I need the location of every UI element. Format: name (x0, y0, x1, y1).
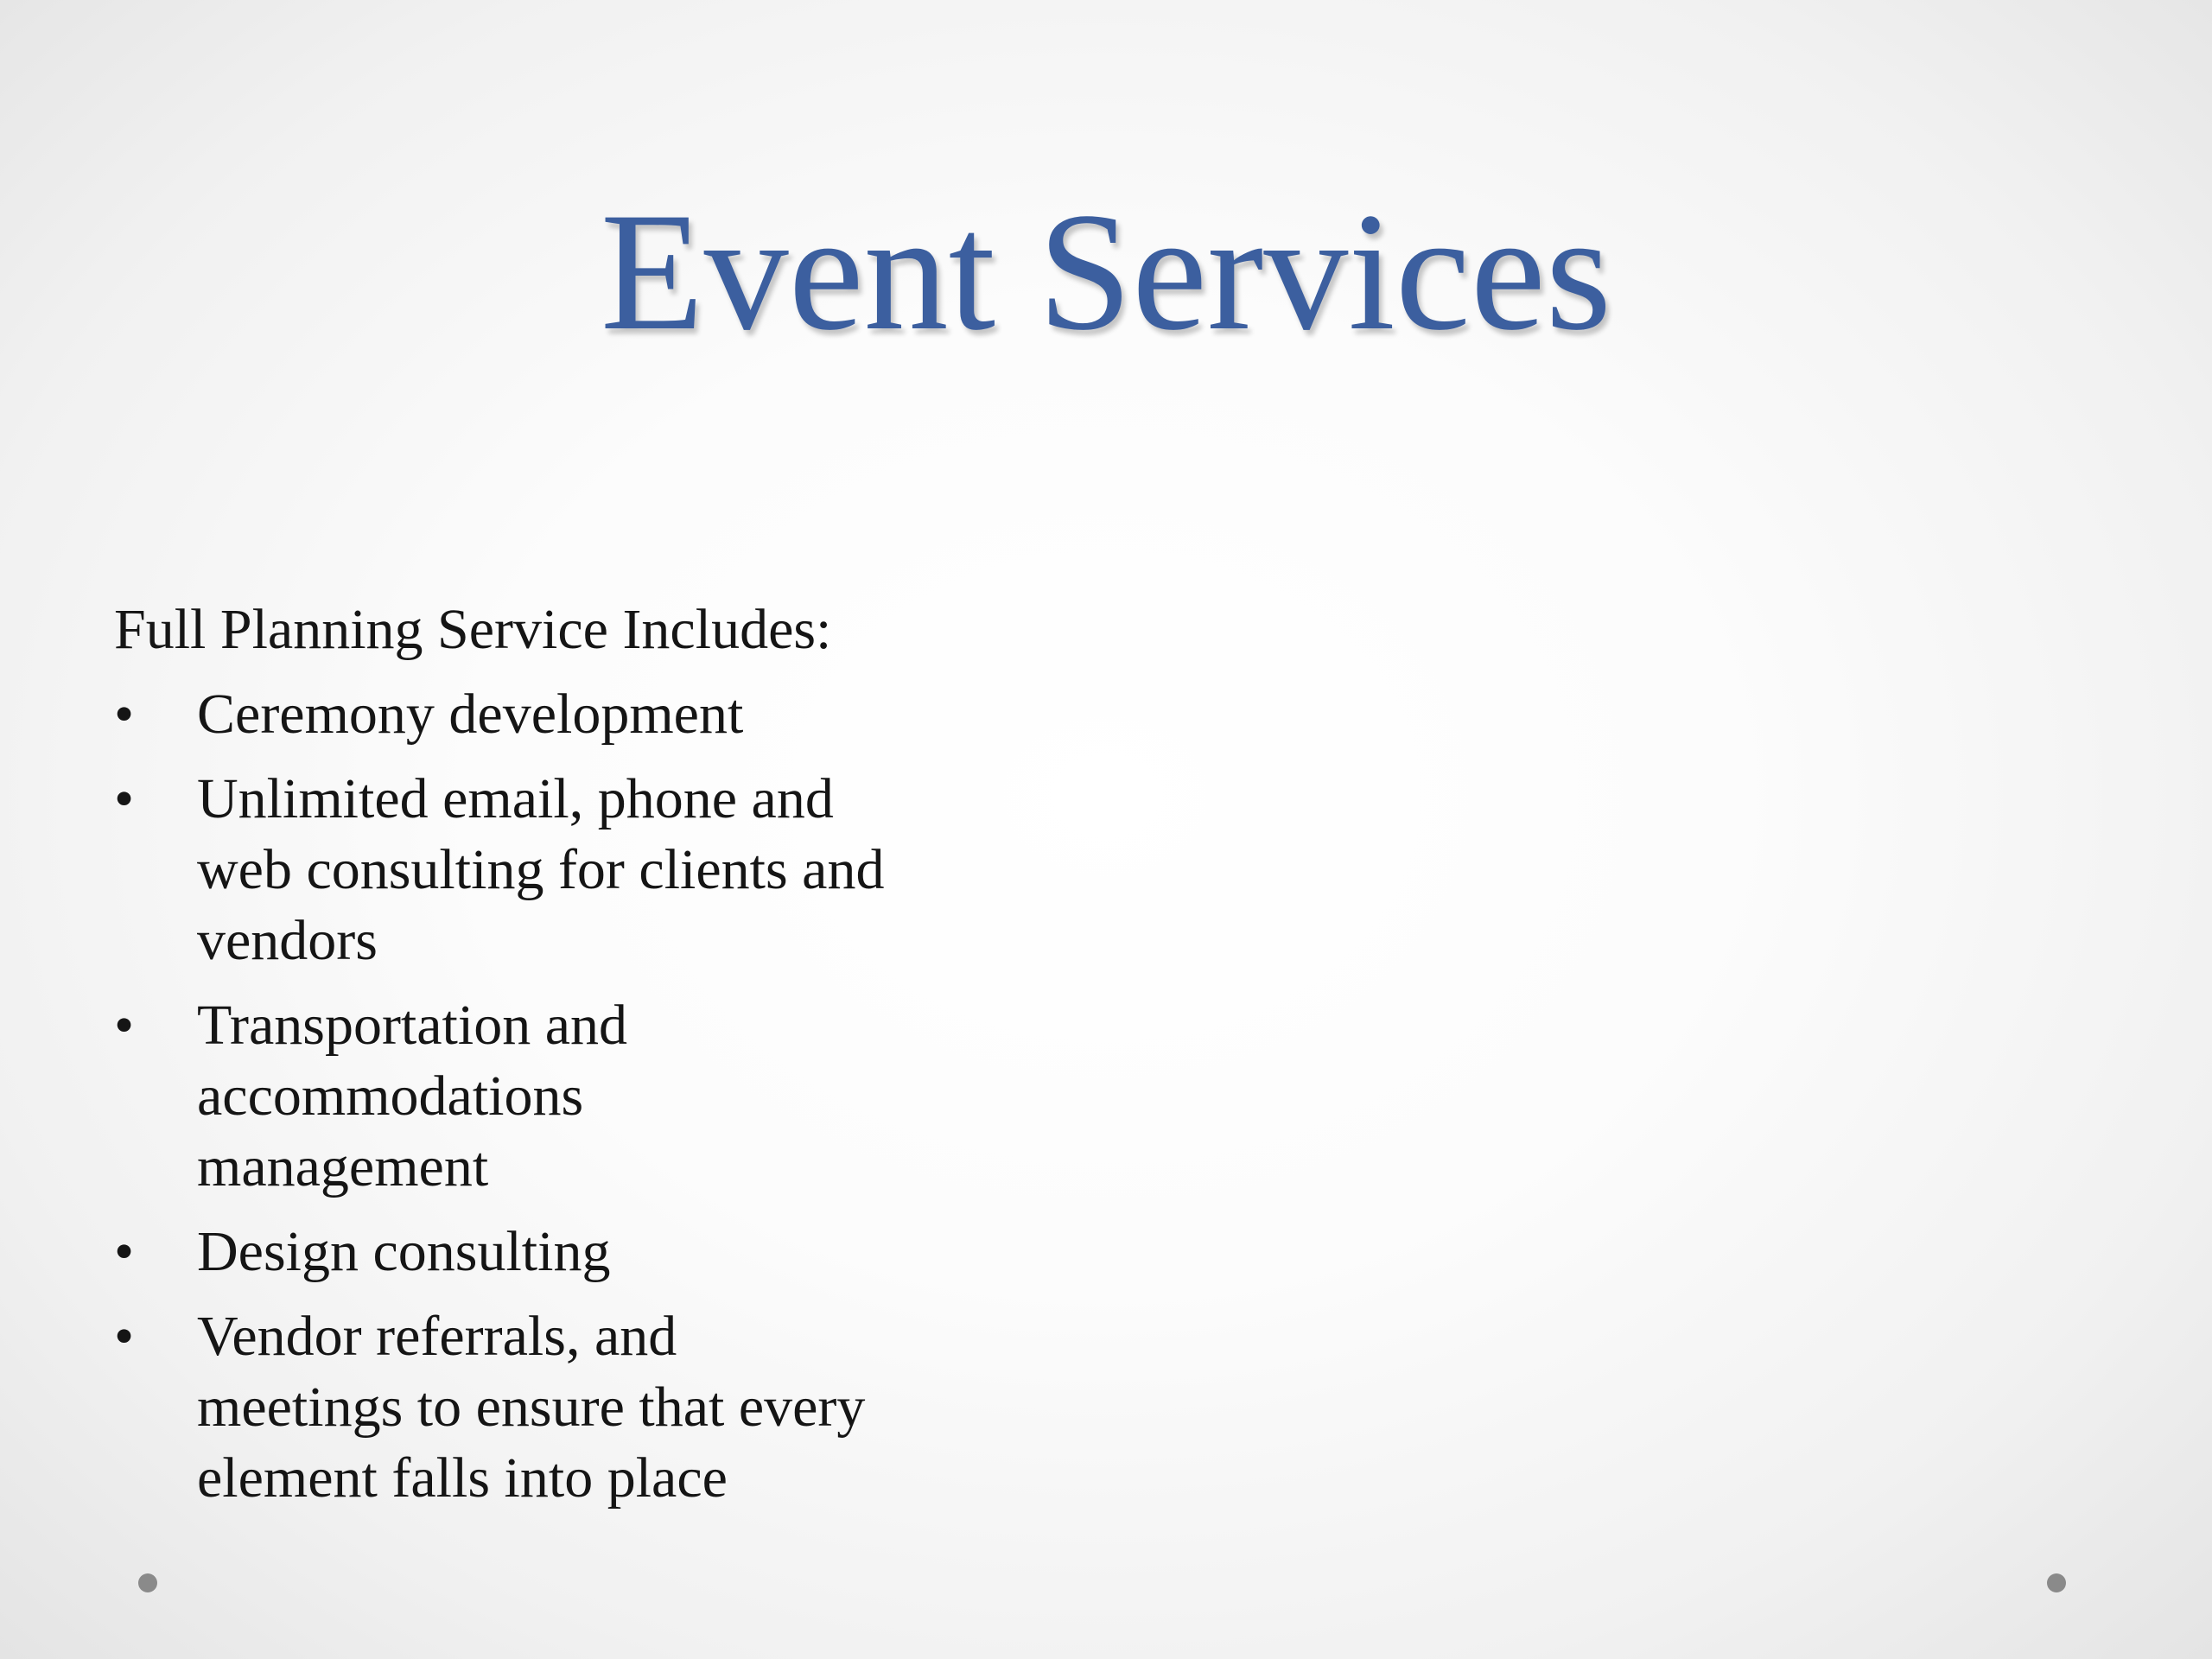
bullet-text: Design consulting (197, 1220, 611, 1283)
intro-text: Full Planning Service Includes: (114, 598, 832, 661)
bullet-icon: • (114, 767, 135, 830)
list-item (114, 1301, 1065, 1514)
list-item (114, 764, 1065, 976)
bullet-icon: • (114, 1220, 135, 1283)
bullet-text: Vendor referrals, and meetings to ensure that every element falls into place (197, 1305, 866, 1510)
decorative-dot-right (2047, 1573, 2066, 1592)
decorative-dot-left (138, 1573, 157, 1592)
bullet-text: Transportation and accommodations management (197, 994, 628, 1198)
slide-title: Event Services (600, 178, 1612, 365)
list-item (114, 679, 1065, 750)
slide-body (114, 594, 1065, 1528)
bullet-text: Unlimited email, phone and web consulting for clients and vendors (197, 767, 885, 972)
bullet-icon: • (114, 994, 135, 1057)
bullet-icon: • (114, 683, 135, 746)
bullet-list (114, 679, 1065, 1514)
list-item (114, 1217, 1065, 1287)
list-item (114, 990, 1065, 1203)
bullet-icon: • (114, 1305, 135, 1368)
bullet-text: Ceremony development (197, 683, 744, 746)
